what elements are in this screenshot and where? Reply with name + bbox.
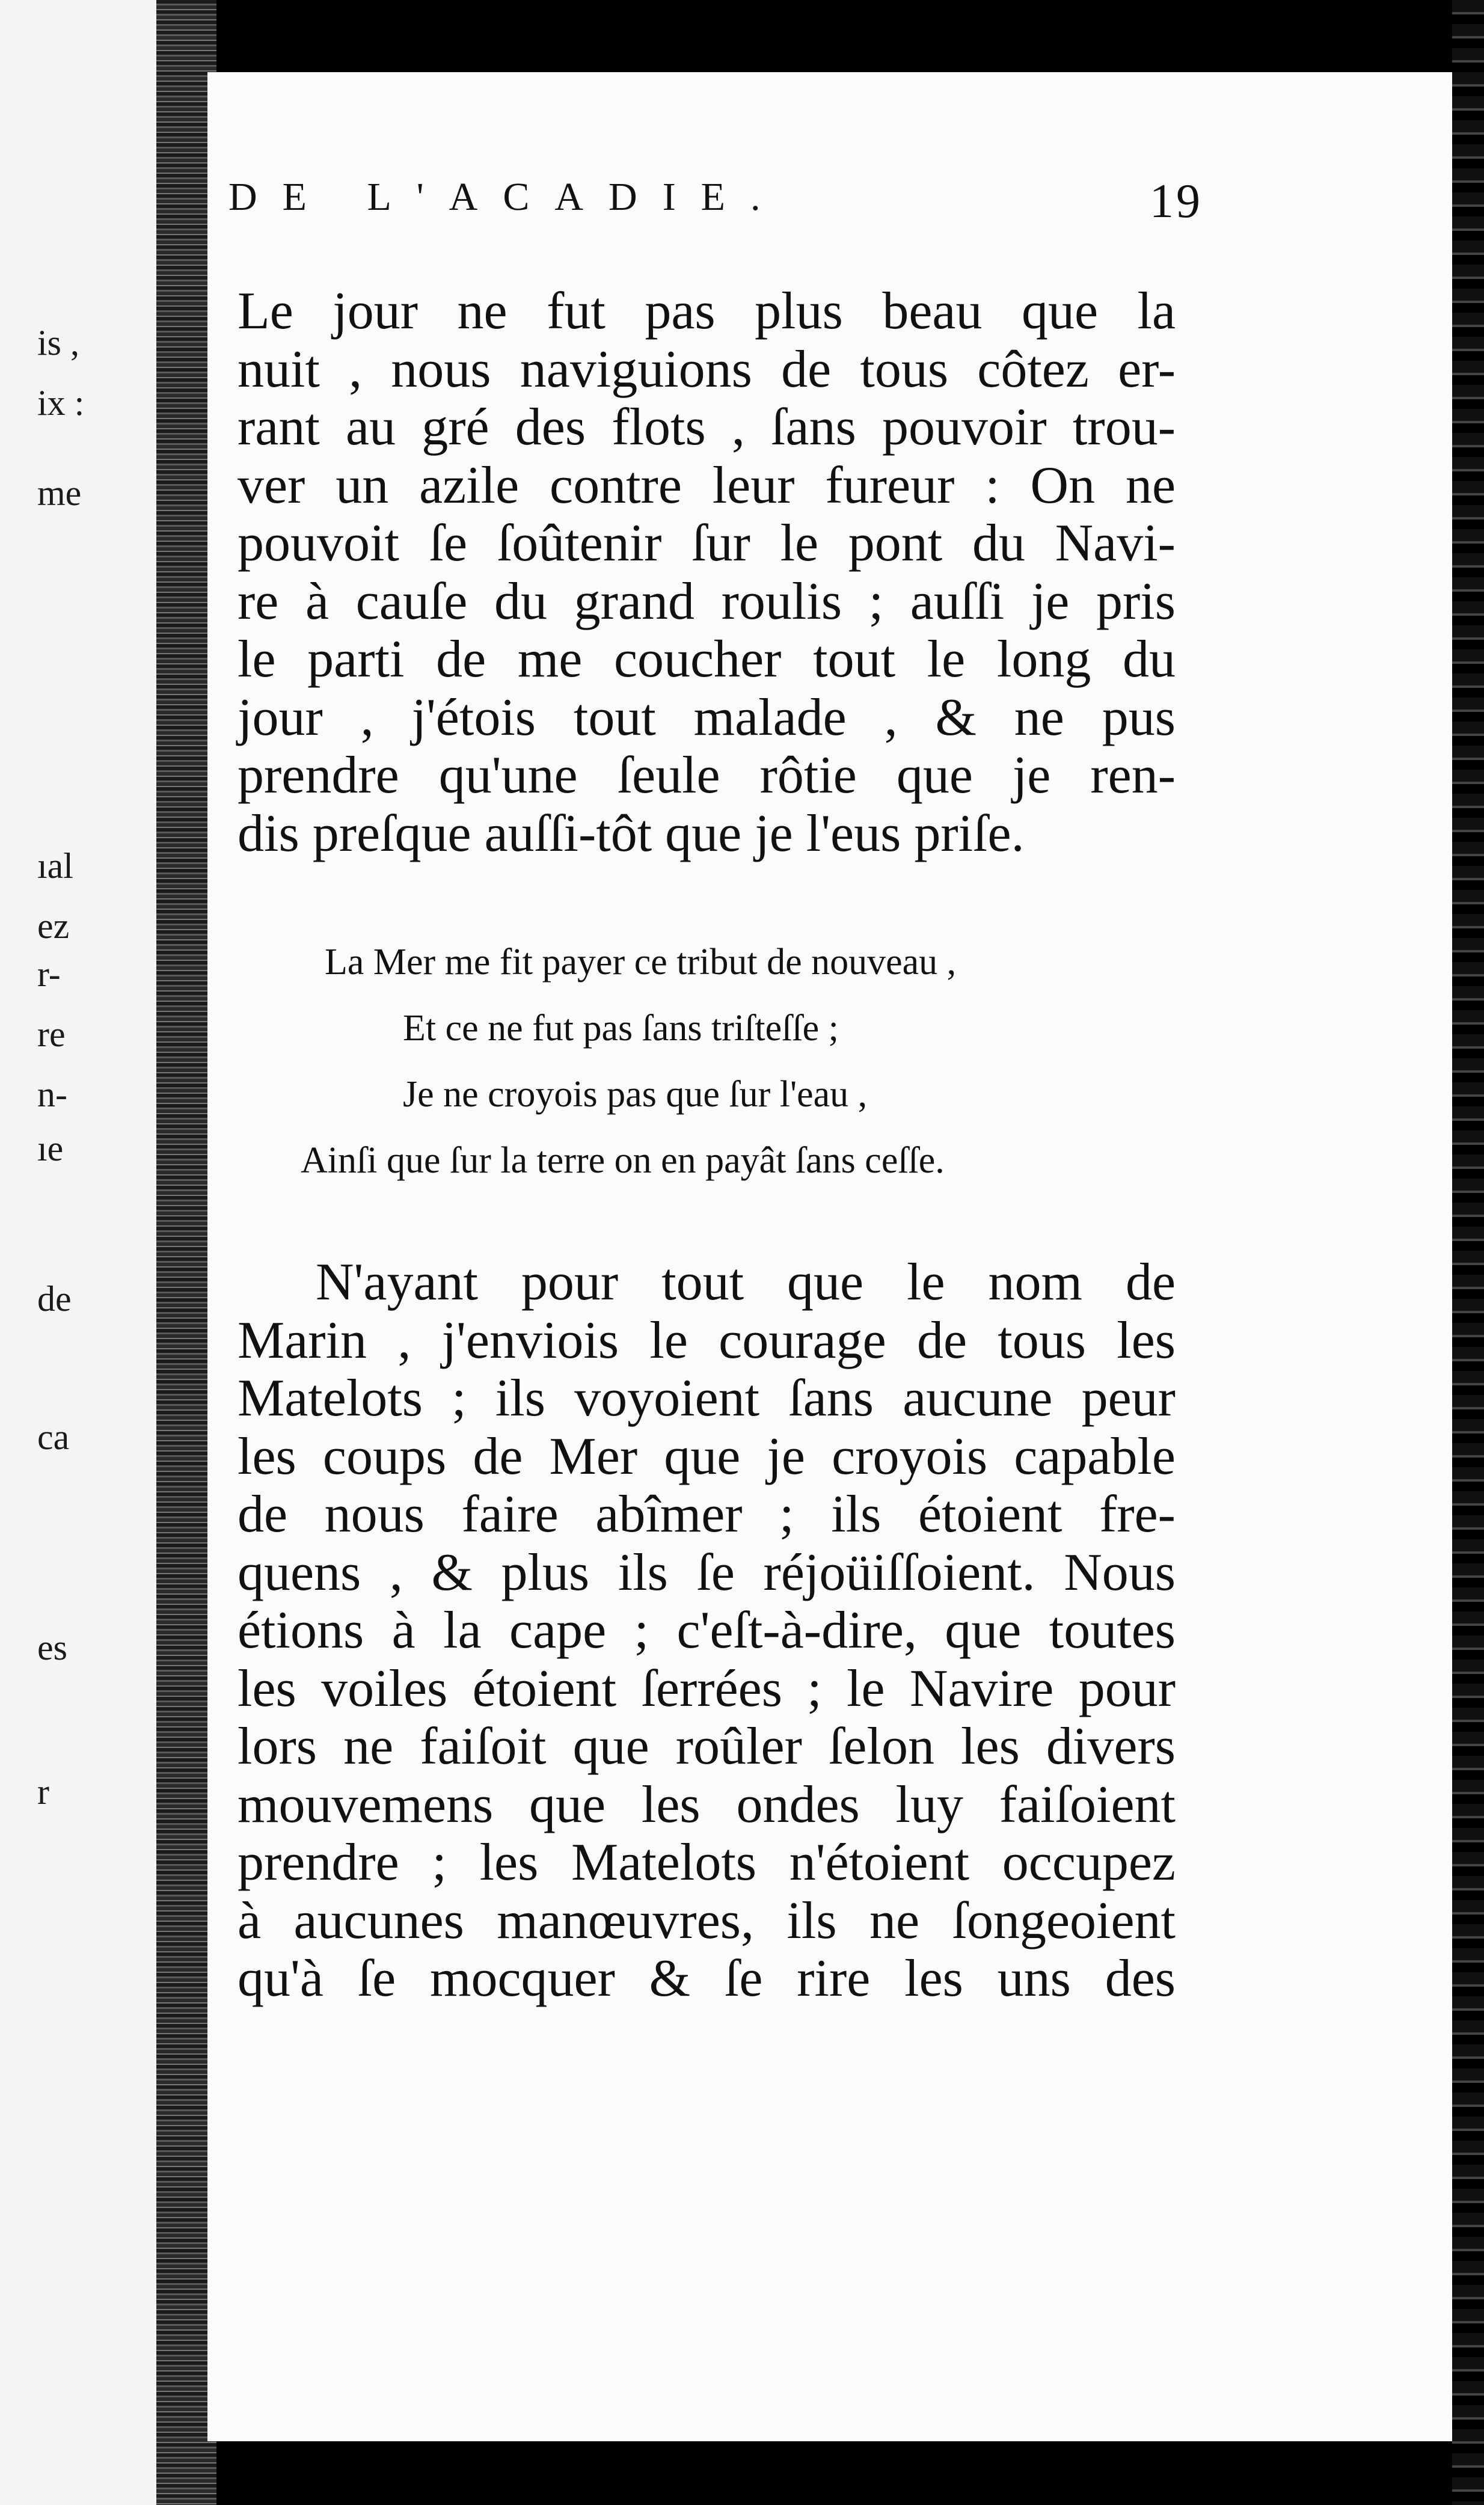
text-line: pouvoit ſe ſoûtenir ſur le pont du Navi- <box>238 514 1176 572</box>
text-line: nuit , nous naviguions de tous côtez er- <box>238 340 1176 399</box>
left-fragment: ix : <box>37 383 85 423</box>
text-line: quens , & plus ils ſe réjoüiſſoient. Nous <box>238 1543 1176 1602</box>
text-line: rant au gré des flots , ſans pouvoir trou- <box>238 398 1176 456</box>
left-fragment: is , <box>37 323 80 363</box>
page-number: 19 <box>1150 175 1203 228</box>
text-line: Marin , j'enviois le courage de tous les <box>238 1311 1176 1370</box>
verse-line: La Mer me fit payer ce tribut de nouveau , <box>325 942 957 983</box>
left-fragment: r <box>37 1772 49 1812</box>
paragraph-1 <box>238 283 1176 863</box>
running-title: DE L'ACADIE. <box>228 175 786 219</box>
running-header <box>228 174 1203 247</box>
text-line: ver un azile contre leur fureur : On ne <box>238 456 1176 515</box>
left-fragment: ez <box>37 906 70 946</box>
paragraph-2 <box>238 1254 1176 2008</box>
text-line: les voiles étoient ſerrées ; le Navire pour <box>238 1659 1176 1718</box>
text-line: prendre qu'une ſeule rôtie que je ren- <box>238 746 1176 805</box>
text-line: Matelots ; ils voyoient ſans aucune peur <box>238 1369 1176 1427</box>
left-page-fragment <box>0 0 174 2505</box>
text-line: de nous faire abîmer ; ils étoient fre- <box>238 1485 1176 1544</box>
text-line: étions à la cape ; c'eſt-à-dire, que toutes <box>238 1601 1176 1660</box>
verse-quatrain <box>301 929 1227 1194</box>
text-line: les coups de Mer que je croyois capable <box>238 1427 1176 1486</box>
text-line: Le jour ne fut pas plus beau que la <box>238 282 1176 340</box>
verse-line: Je ne croyois pas que ſur l'eau , <box>403 1074 868 1115</box>
text-line: dis preſque auſſi-tôt que je l'eus priſe. <box>238 804 1025 863</box>
left-fragment: ıe <box>37 1129 64 1168</box>
scan-edge <box>1452 0 1484 2505</box>
left-fragment: r- <box>37 954 61 994</box>
text-line: le parti de me coucher tout le long du <box>238 630 1176 688</box>
text-line: lors ne faiſoit que roûler ſelon les divers <box>238 1717 1176 1776</box>
left-fragment: re <box>37 1014 66 1054</box>
verse-line: Et ce ne fut pas ſans triſteſſe ; <box>403 1008 839 1049</box>
left-fragment: ca <box>37 1417 70 1457</box>
left-fragment: me <box>37 473 82 513</box>
text-line: prendre ; les Matelots n'étoient occupez <box>238 1833 1176 1892</box>
left-fragment: es <box>37 1628 67 1667</box>
left-fragment: n- <box>37 1075 67 1114</box>
left-fragment: de <box>37 1279 72 1319</box>
text-line: N'ayant pour tout que le nom de <box>316 1253 1176 1311</box>
text-line: jour , j'étois tout malade , & ne pus <box>238 688 1176 747</box>
text-line: à aucunes manœuvres, ils ne ſongeoient <box>238 1891 1176 1950</box>
text-line: mouvemens que les ondes luy faiſoient <box>238 1775 1176 1834</box>
text-line: qu'à ſe mocquer & ſe rire les uns des <box>238 1949 1176 2008</box>
text-line: re à cauſe du grand roulis ; auſſi je pris <box>238 572 1176 631</box>
left-fragment: ıal <box>37 846 73 886</box>
verse-line: Ainſi que ſur la terre on en payât ſans ceſſe. <box>301 1140 945 1181</box>
